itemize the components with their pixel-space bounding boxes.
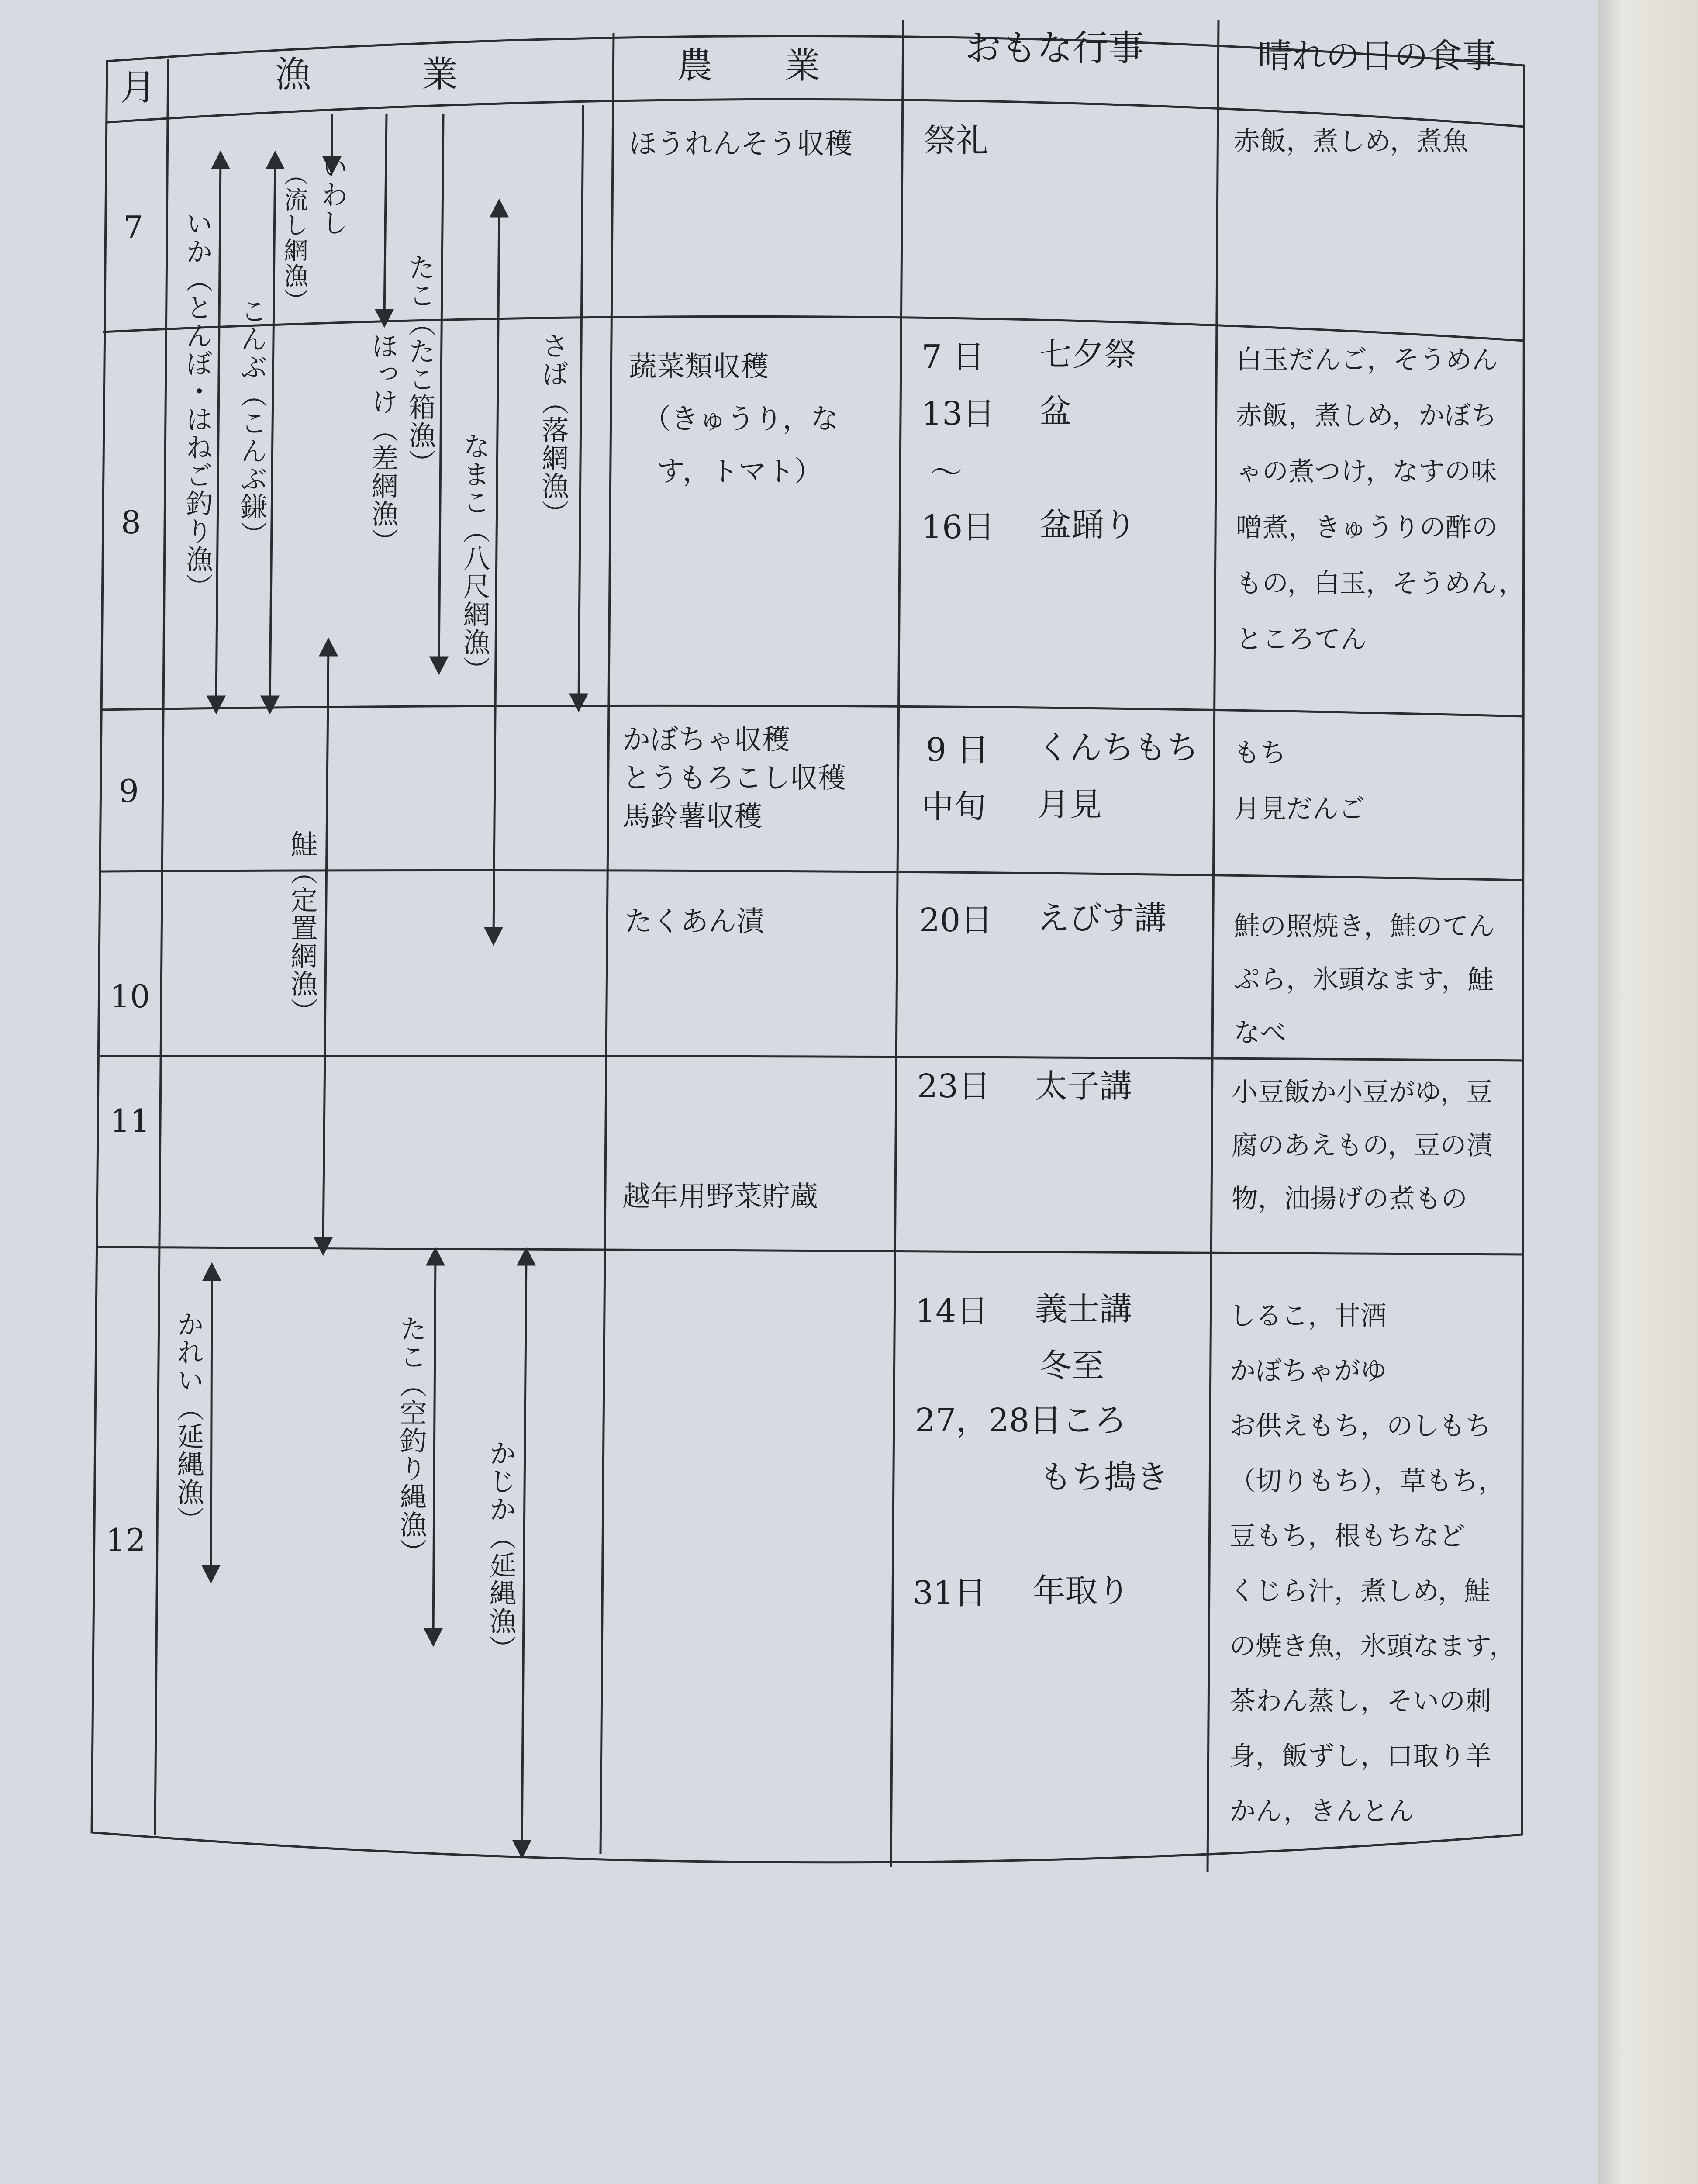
farming-jul: ほうれんそう収穫: [629, 128, 852, 160]
event-day: 中旬: [921, 788, 986, 826]
col-divider-farming: [891, 20, 903, 1867]
farming-nov: 越年用野菜貯蔵: [622, 1181, 818, 1213]
fishing-tako: たこ（たこ箱漁）: [404, 253, 436, 477]
fishing-ika: いか（とんぼ・はねご釣り漁）: [181, 210, 213, 601]
row-divider-8: [101, 705, 1524, 716]
fishing-hokke: ほっけ（差網漁）: [367, 332, 399, 556]
meals-nov: 小豆飯か小豆がゆ，豆 腐のあえもの，豆の漬 物，油揚げの煮もの: [1232, 1077, 1493, 1214]
event-name: 七夕祭: [1039, 336, 1136, 373]
event-day: 23日: [917, 1068, 991, 1105]
event-day: 27，28日ころ: [915, 1402, 1127, 1439]
fishing-iwashi-method: （流し網漁）: [280, 162, 308, 314]
event-name: 盆: [1039, 393, 1072, 430]
event-name: 月見: [1037, 786, 1102, 823]
fishing-tako2: たこ（空釣り縄漁）: [395, 1315, 427, 1566]
event-day: 16日: [921, 508, 995, 546]
event-day: 13日: [921, 395, 995, 432]
event-name: もち搗き: [1039, 1458, 1169, 1496]
month-label: 12: [106, 1522, 146, 1559]
month-label: 8: [121, 504, 141, 541]
header-meals: 晴れの日の食事: [1258, 37, 1497, 76]
header-events: おもな行事: [965, 28, 1145, 69]
meals-aug: 白玉だんご，そうめん 赤飯，煮しめ，かぼち ゃの煮つけ，なすの味 噌煮，きゅうりの酢の もの，白玉，そうめん， ところてん: [1236, 345, 1525, 655]
farming-oct: たくあん漬: [625, 905, 764, 938]
fishing-sake: 鮭（定置網漁）: [286, 830, 318, 1026]
event-day: 9 日: [926, 731, 989, 769]
col-divider-month: [155, 59, 168, 1835]
event-name: 盆踊り: [1039, 506, 1136, 544]
event-day: 14日: [915, 1292, 989, 1330]
event-name: 祭礼: [924, 122, 988, 159]
col-divider-fishing: [601, 33, 614, 1854]
event-name: 年取り: [1033, 1572, 1130, 1610]
event-day: 20日: [919, 902, 993, 939]
event-day: 31日: [913, 1574, 987, 1612]
header-fishing: 漁 業: [275, 54, 459, 95]
event-name: えびす講: [1037, 899, 1167, 937]
fishing-saba: さば（落網漁）: [537, 332, 569, 528]
fishing-namako: なまこ（八尺網漁）: [459, 432, 490, 684]
farming-sep: かぼちゃ収穫 とうもろこし収穫 馬鈴薯収穫: [622, 724, 846, 833]
farming-aug: 蔬菜類収穫 （きゅうり，な す，トマト）: [629, 351, 839, 488]
event-name: 太子講: [1035, 1068, 1132, 1105]
header-month: 月: [120, 67, 156, 108]
fishing-iwashi: いわし: [317, 153, 349, 237]
fishing-kajika: かじか（延縄漁）: [485, 1439, 517, 1663]
event-day: 〜: [930, 454, 963, 491]
fishing-konbu: こんぶ（こんぶ鎌）: [236, 297, 268, 549]
meals-sep: もち 月見だんご: [1234, 738, 1365, 824]
col-divider-events: [1208, 20, 1218, 1872]
event-name: 義士講: [1035, 1290, 1132, 1328]
event-name: くんちもち: [1037, 729, 1199, 767]
month-label: 9: [119, 773, 139, 809]
header-farming: 農 業: [677, 45, 821, 86]
event-name: 冬至: [1039, 1347, 1104, 1385]
month-label: 11: [110, 1102, 150, 1139]
row-divider-11: [98, 1247, 1524, 1254]
meals-jul: 赤飯，煮しめ，煮魚: [1234, 126, 1469, 157]
month-label: 7: [123, 209, 143, 246]
meals-dec: しるこ，甘酒 かぼちゃがゆ お供えもち，のしもち （切りもち），草もち， 豆もち，根もちなど くじら汁，煮しめ，鮭 の焼き魚，氷頭なます， 茶わん蒸し，そいの刺 身，飯ずし，口取り羊 かん，きんとん: [1229, 1301, 1516, 1827]
fishing-karei: かれい（延縄漁）: [173, 1310, 204, 1534]
meals-oct: 鮭の照焼き，鮭のてん ぷら，氷頭なます，鮭 なべ: [1234, 911, 1495, 1048]
month-label: 10: [110, 978, 150, 1015]
event-day: 7 日: [921, 338, 985, 376]
